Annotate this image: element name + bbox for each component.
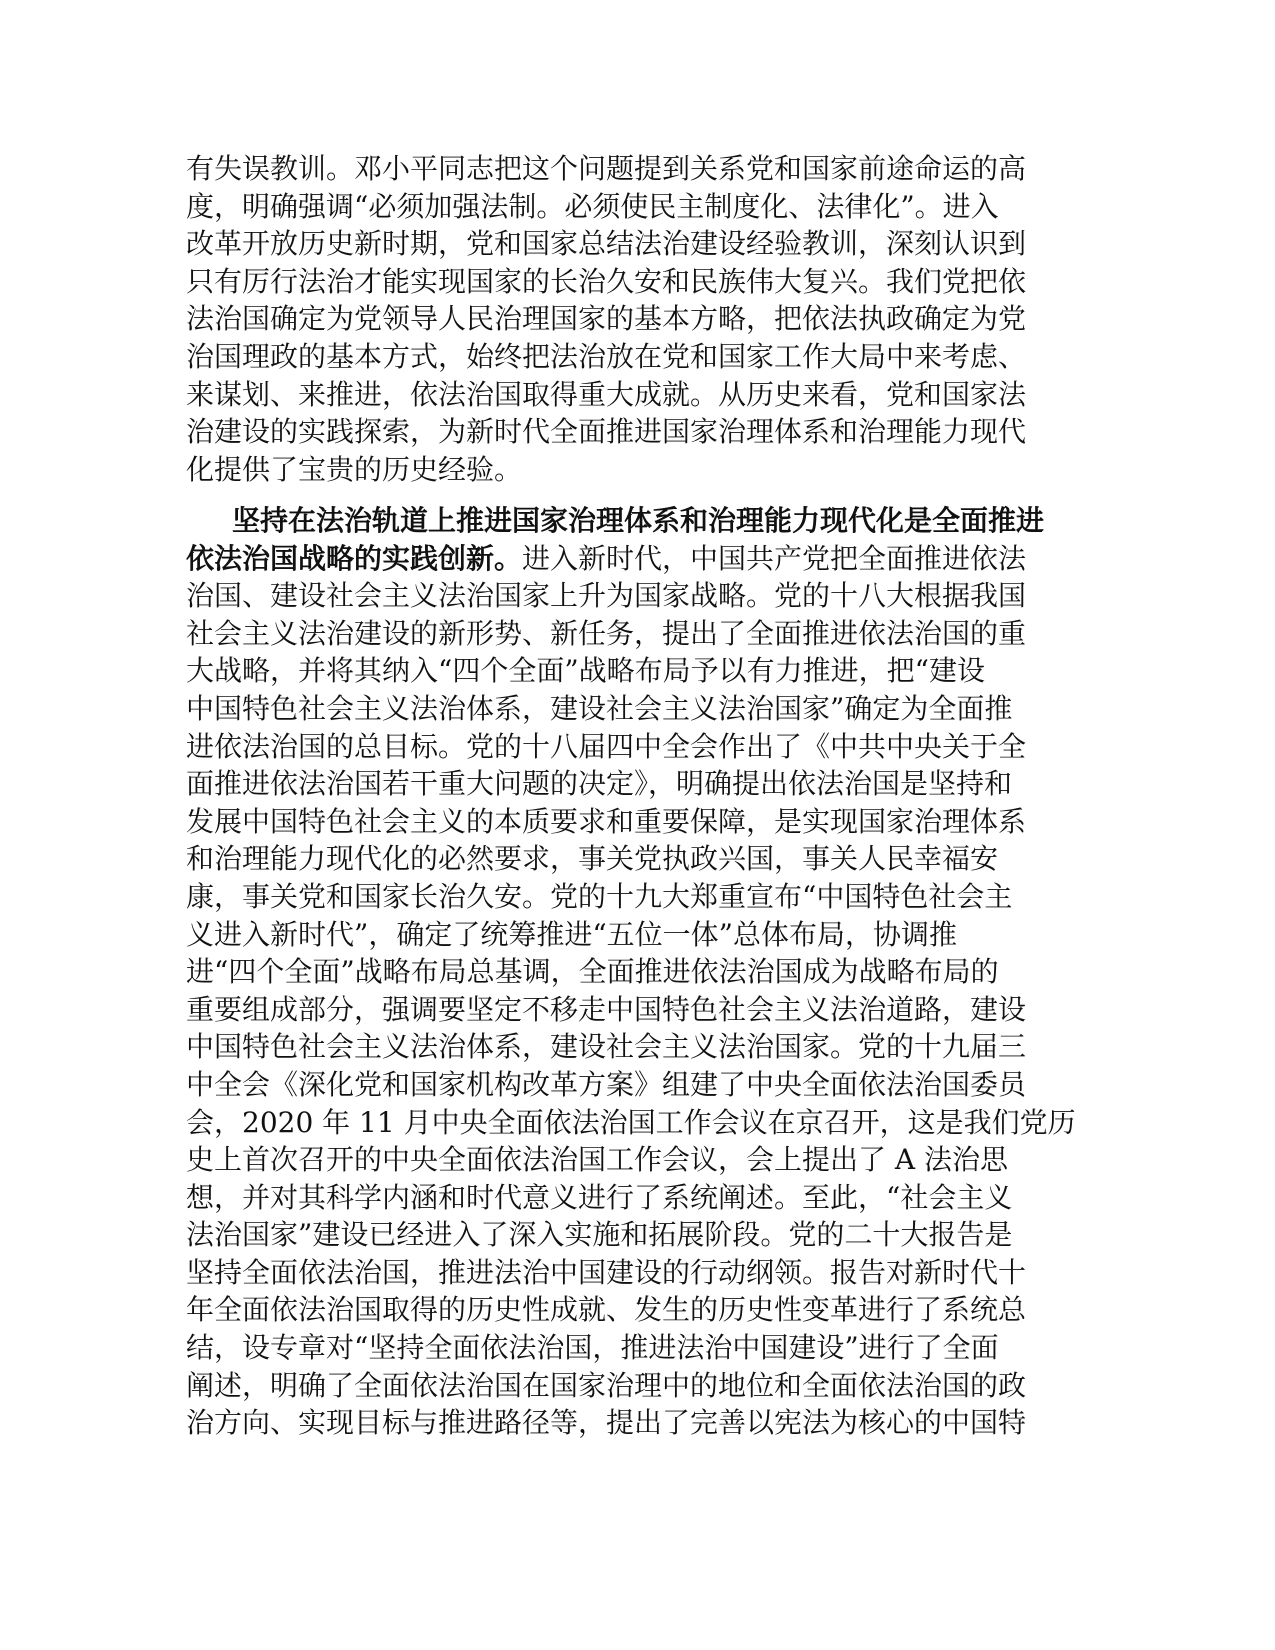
paragraph-line: 有失误教训。邓小平同志把这个问题提到关系党和国家前途命运的高 bbox=[186, 152, 1027, 185]
paragraph-1 bbox=[186, 150, 1066, 488]
paragraph-line: 来谋划、来推进，依法治国取得重大成就。从历史来看，党和国家法 bbox=[186, 377, 1027, 411]
paragraph-line: 治国、建设社会主义法治国家上升为国家战略。党的十八大根据我国 bbox=[186, 579, 1027, 613]
paragraph-line: 社会主义法治建设的新形势、新任务，提出了全面推进依法治国的重 bbox=[186, 616, 1027, 650]
paragraph-line: 康，事关党和国家长治久安。党的十九大郑重宣布“中国特色社会主 bbox=[186, 879, 1013, 913]
paragraph-line-rest: 进入新时代，中国共产党把全面推进依法 bbox=[522, 541, 1027, 575]
paragraph-line: 改革开放历史新时期，党和国家总结法治建设经验教训，深刻认识到 bbox=[186, 227, 1027, 261]
paragraph-line: 会，2020 年 11 月中央全面依法治国工作会议在京召开，这是我们党历 bbox=[186, 1105, 1076, 1139]
paragraph-line: 坚持全面依法治国，推进法治中国建设的行动纲领。报告对新时代十 bbox=[186, 1255, 1027, 1289]
paragraph-heading-end: 依法治国战略的实践创新。 bbox=[186, 541, 523, 575]
paragraph-line: 史上首次召开的中央全面依法治国工作会议，会上提出了 A 法治思 bbox=[186, 1143, 1009, 1177]
paragraph-heading-line: 坚持在法治轨道上推进国家治理体系和治理能力现代化是全面推进 bbox=[232, 504, 1045, 537]
paragraph-line: 和治理能力现代化的必然要求，事关党执政兴国，事关人民幸福安 bbox=[186, 842, 999, 876]
paragraph-line: 进依法治国的总目标。党的十八届四中全会作出了《中共中央关于全 bbox=[186, 729, 1027, 763]
paragraph-line: 化提供了宝贵的历史经验。 bbox=[186, 452, 523, 486]
paragraph-line: 结，设专章对“坚持全面依法治国，推进法治中国建设”进行了全面 bbox=[186, 1331, 999, 1365]
paragraph-line: 法治国家”建设已经进入了深入实施和拓展阶段。党的二十大报告是 bbox=[186, 1218, 1013, 1252]
paragraph-line: 法治国确定为党领导人民治理国家的基本方略，把依法执政确定为党 bbox=[186, 302, 1027, 336]
paragraph-line: 中国特色社会主义法治体系，建设社会主义法治国家”确定为全面推 bbox=[186, 691, 1013, 725]
paragraph-line: 大战略，并将其纳入“四个全面”战略布局予以有力推进，把“建设 bbox=[186, 654, 985, 688]
paragraph-line: 想，并对其科学内涵和时代意义进行了系统阐述。至此，“社会主义 bbox=[186, 1180, 1013, 1214]
paragraph-2 bbox=[186, 502, 1076, 1442]
paragraph-line: 中全会《深化党和国家机构改革方案》组建了中央全面依法治国委员 bbox=[186, 1067, 1027, 1101]
paragraph-line: 度，明确强调“必须加强法制。必须使民主制度化、法律化”。进入 bbox=[186, 189, 999, 223]
paragraph-line: 重要组成部分，强调要坚定不移走中国特色社会主义法治道路，建设 bbox=[186, 992, 1027, 1026]
paragraph-line: 年全面依法治国取得的历史性成就、发生的历史性变革进行了系统总 bbox=[186, 1293, 1027, 1327]
paragraph-line: 治国理政的基本方式，始终把法治放在党和国家工作大局中来考虑、 bbox=[186, 339, 1027, 373]
paragraph-line: 发展中国特色社会主义的本质要求和重要保障，是实现国家治理体系 bbox=[186, 804, 1027, 838]
paragraph-line: 义进入新时代”，确定了统筹推进“五位一体”总体布局，协调推 bbox=[186, 917, 957, 951]
paragraph-line: 治建设的实践探索，为新时代全面推进国家治理体系和治理能力现代 bbox=[186, 415, 1027, 449]
paragraph-line: 阐述，明确了全面依法治国在国家治理中的地位和全面依法治国的政 bbox=[186, 1368, 1027, 1402]
paragraph-line: 面推进依法治国若干重大问题的决定》，明确提出依法治国是坚持和 bbox=[186, 767, 1013, 801]
paragraph-line: 中国特色社会主义法治体系，建设社会主义法治国家。党的十九届三 bbox=[186, 1030, 1027, 1064]
paragraph-line: 只有厉行法治才能实现国家的长治久安和民族伟大复兴。我们党把依 bbox=[186, 264, 1027, 298]
paragraph-line bbox=[186, 540, 1066, 578]
paragraph-line: 进“四个全面”战略布局总基调，全面推进依法治国成为战略布局的 bbox=[186, 955, 999, 989]
paragraph-line: 治方向、实现目标与推进路径等，提出了完善以宪法为核心的中国特 bbox=[186, 1406, 1027, 1440]
